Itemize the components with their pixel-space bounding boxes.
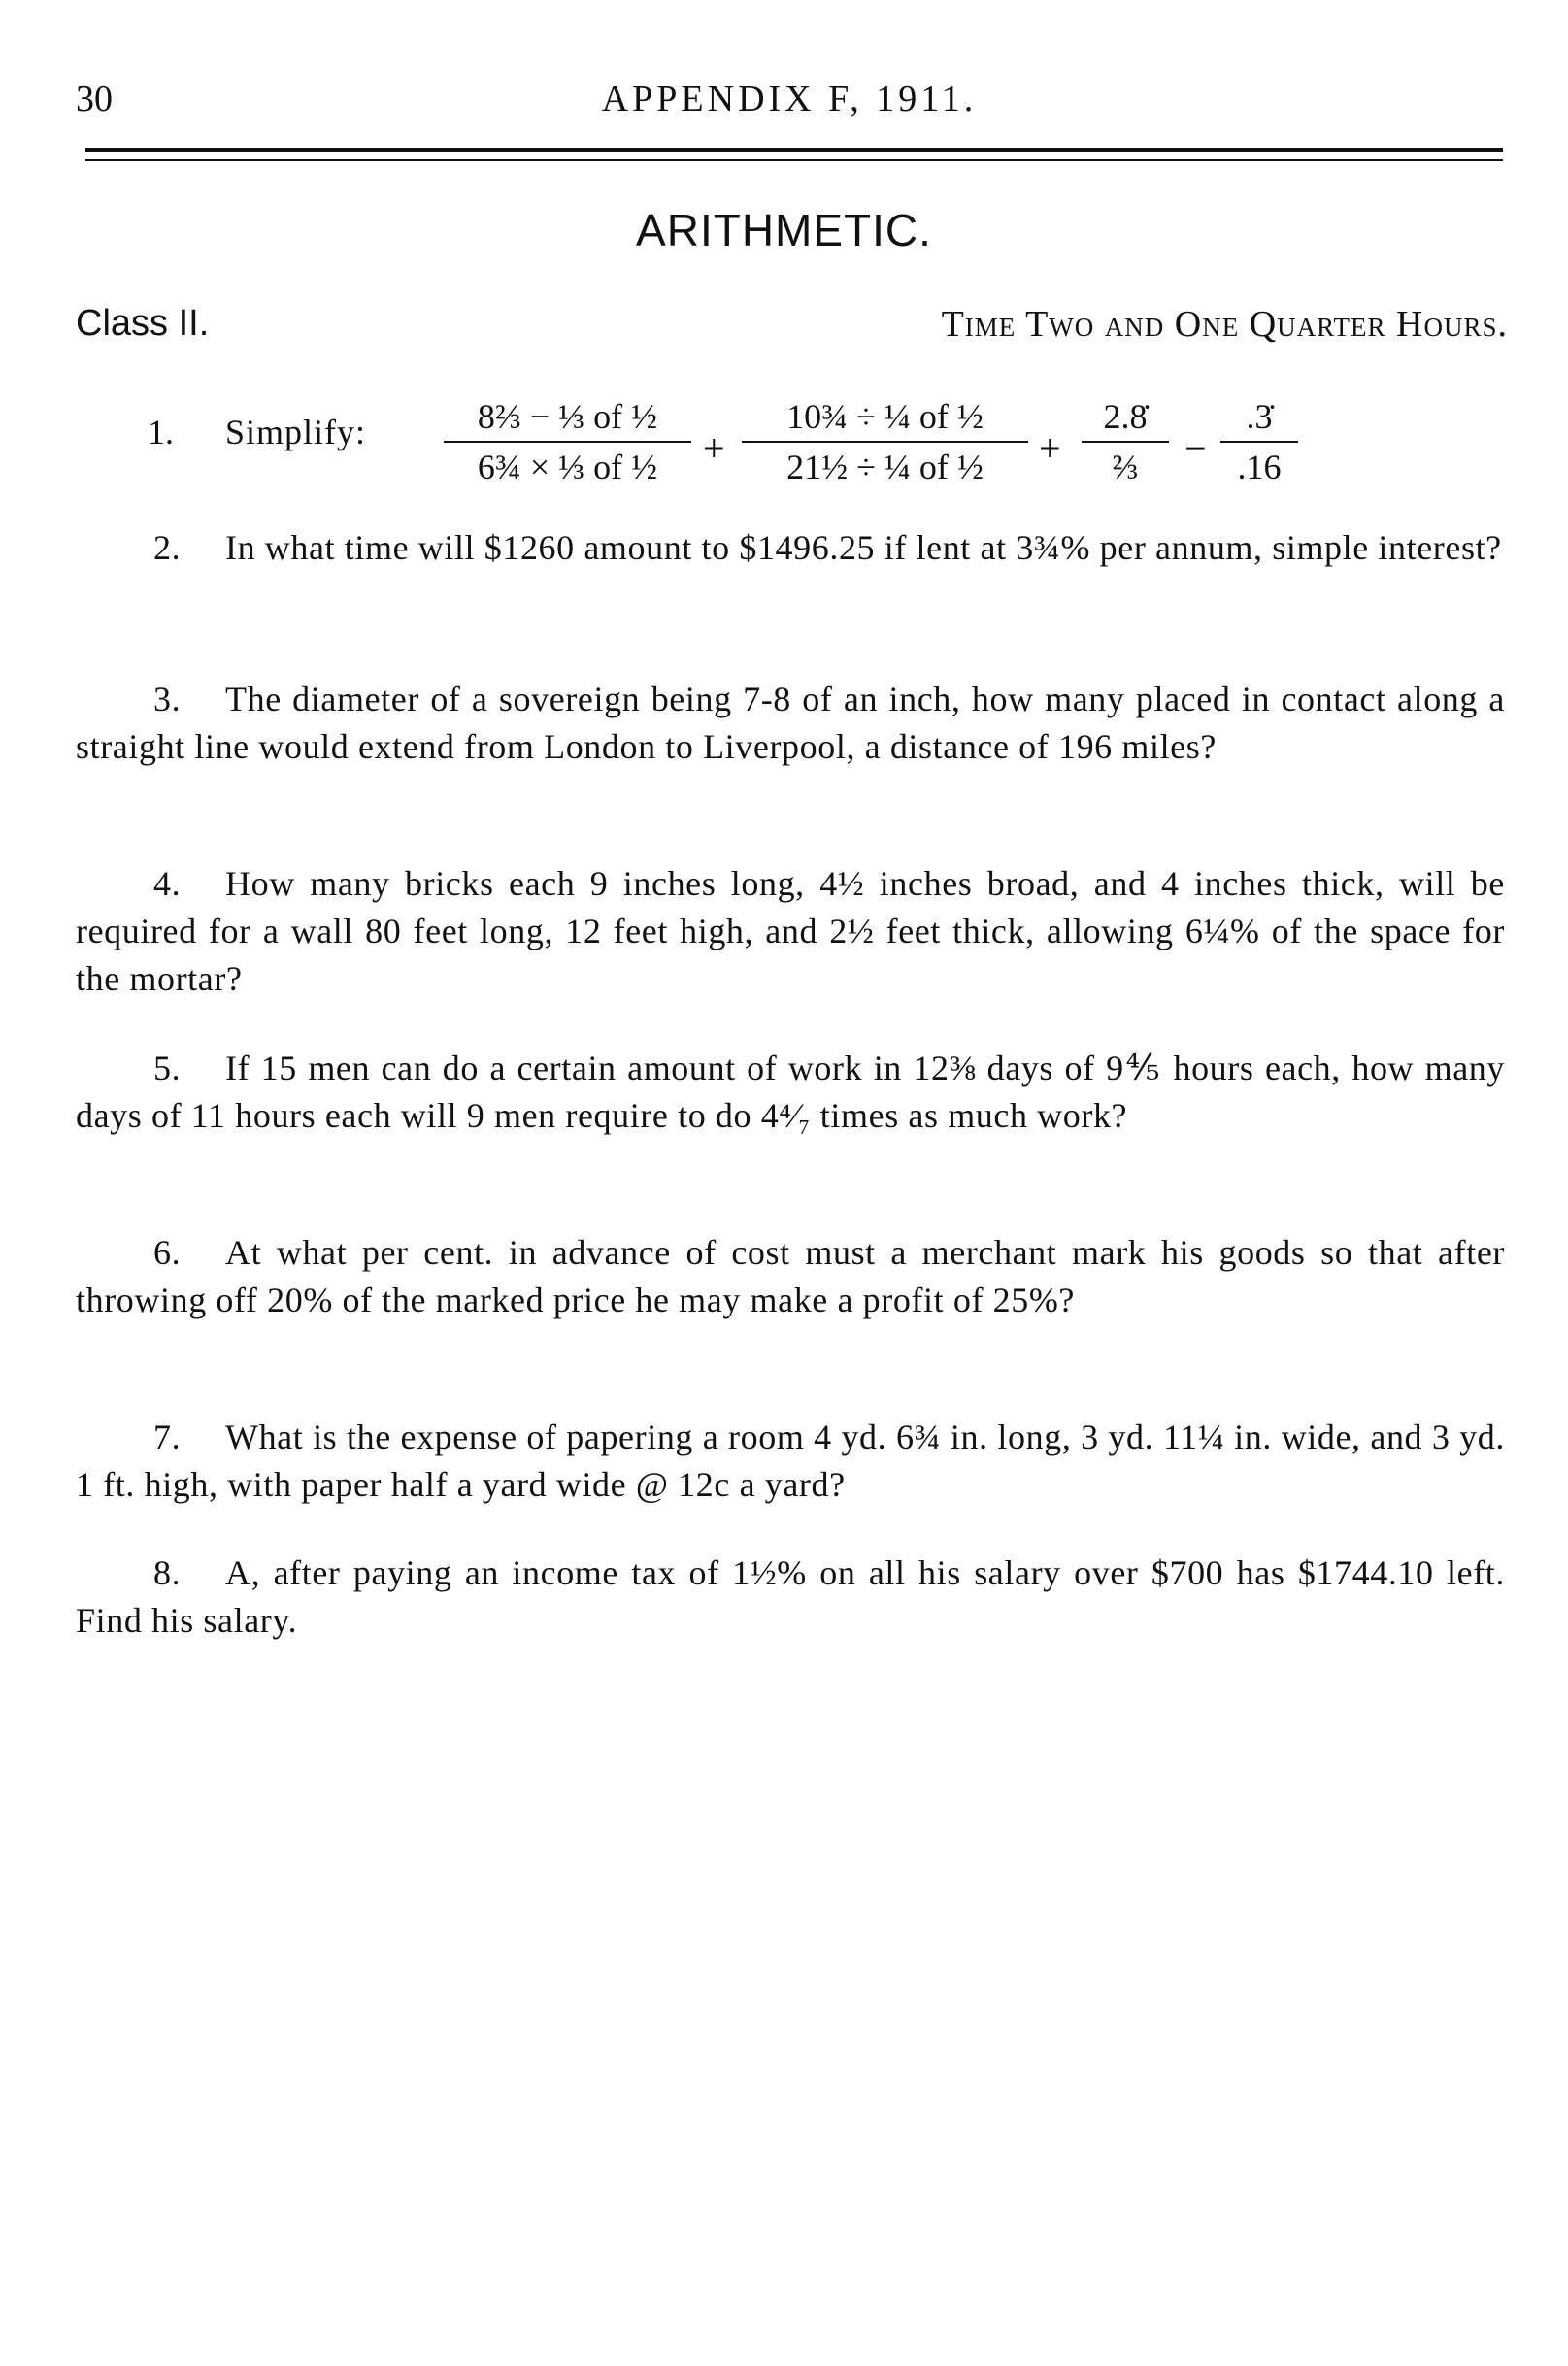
header-rule-thin: [85, 159, 1503, 161]
question-number: 8.: [153, 1553, 182, 1592]
question-number: 6.: [153, 1233, 182, 1272]
fraction-b-denominator: 21½ ÷ ¼ of ½: [786, 448, 984, 486]
question-number: 5.: [153, 1049, 182, 1087]
question-number: 7.: [153, 1417, 182, 1456]
class-label: Class II.: [76, 303, 210, 344]
question-text: How many bricks each 9 inches long, 4½ inches broad, and 4 inches thick, will be required for a wall 80 feet long, 12 feet high, and 2½ feet thick, allowing 6¼% of the space for the mortar?: [76, 864, 1505, 998]
plus-sign: +: [703, 426, 725, 470]
question-text: A, after paying an income tax of 1½% on all his salary over $700 has $1744.10 left. Find his salary.: [76, 1553, 1505, 1640]
fraction-c-denominator: ⅔: [1112, 448, 1139, 486]
question-6: [76, 1229, 1505, 1324]
question-2: [76, 524, 1505, 572]
question-text: In what time will $1260 amount to $1496.25 if lent at 3¾% per annum, simple interest?: [225, 528, 1502, 567]
fraction-b-numerator: 10¾ ÷ ¼ of ½: [742, 396, 1028, 443]
fraction-a: [444, 396, 691, 487]
fraction-c: [1082, 396, 1169, 487]
question-8: [76, 1550, 1505, 1645]
question-5: [76, 1045, 1505, 1140]
question-number: 4.: [153, 864, 182, 903]
question-text: What is the expense of papering a room 4 yd. 6¾ in. long, 3 yd. 11¼ in. wide, and 3 yd. 1 ft. high, with paper half a yard wide @ 12c a yard?: [76, 1417, 1505, 1504]
fraction-d-denominator: .16: [1237, 448, 1282, 486]
section-title: ARITHMETIC.: [636, 205, 932, 255]
fraction-a-denominator: 6¾ × ⅓ of ½: [477, 448, 658, 486]
question-number: 1.: [148, 413, 174, 451]
question-7: [76, 1414, 1505, 1509]
minus-sign: −: [1184, 426, 1207, 470]
plus-sign: +: [1039, 426, 1061, 470]
question-3: [76, 676, 1505, 771]
fraction-a-numerator: 8⅔ − ⅓ of ½: [444, 396, 691, 443]
page-header: [76, 78, 1503, 126]
header-rule-thick: [85, 148, 1503, 152]
fraction-b: [742, 396, 1028, 487]
time-label: Time Two and One Quarter Hours.: [941, 304, 1508, 345]
question-4: [76, 860, 1505, 1003]
question-1: [148, 396, 1507, 503]
page-number: 30: [76, 79, 113, 119]
fraction-d-numerator: .3̇: [1220, 396, 1298, 443]
running-head: APPENDIX F, 1911.: [601, 79, 978, 119]
fraction-c-numerator: 2.8̇: [1082, 396, 1169, 443]
question-text: The diameter of a sovereign being 7-8 of an inch, how many placed in contact along a straight line would extend from London to Liverpool, a distance of 196 miles?: [76, 680, 1505, 766]
fraction-d: [1220, 396, 1298, 487]
simplify-label: Simplify:: [225, 413, 367, 451]
question-number: 2.: [153, 528, 182, 567]
question-text: At what per cent. in advance of cost must a merchant mark his goods so that after throwing off 20% of the marked price he may make a profit of 25%?: [76, 1233, 1505, 1319]
question-text: If 15 men can do a certain amount of work in 12⅜ days of 9⅘ hours each, how many days of 11 hours each will 9 men require to do 4⁴⁄₇ times as much work?: [76, 1049, 1505, 1135]
question-number: 3.: [153, 680, 182, 718]
